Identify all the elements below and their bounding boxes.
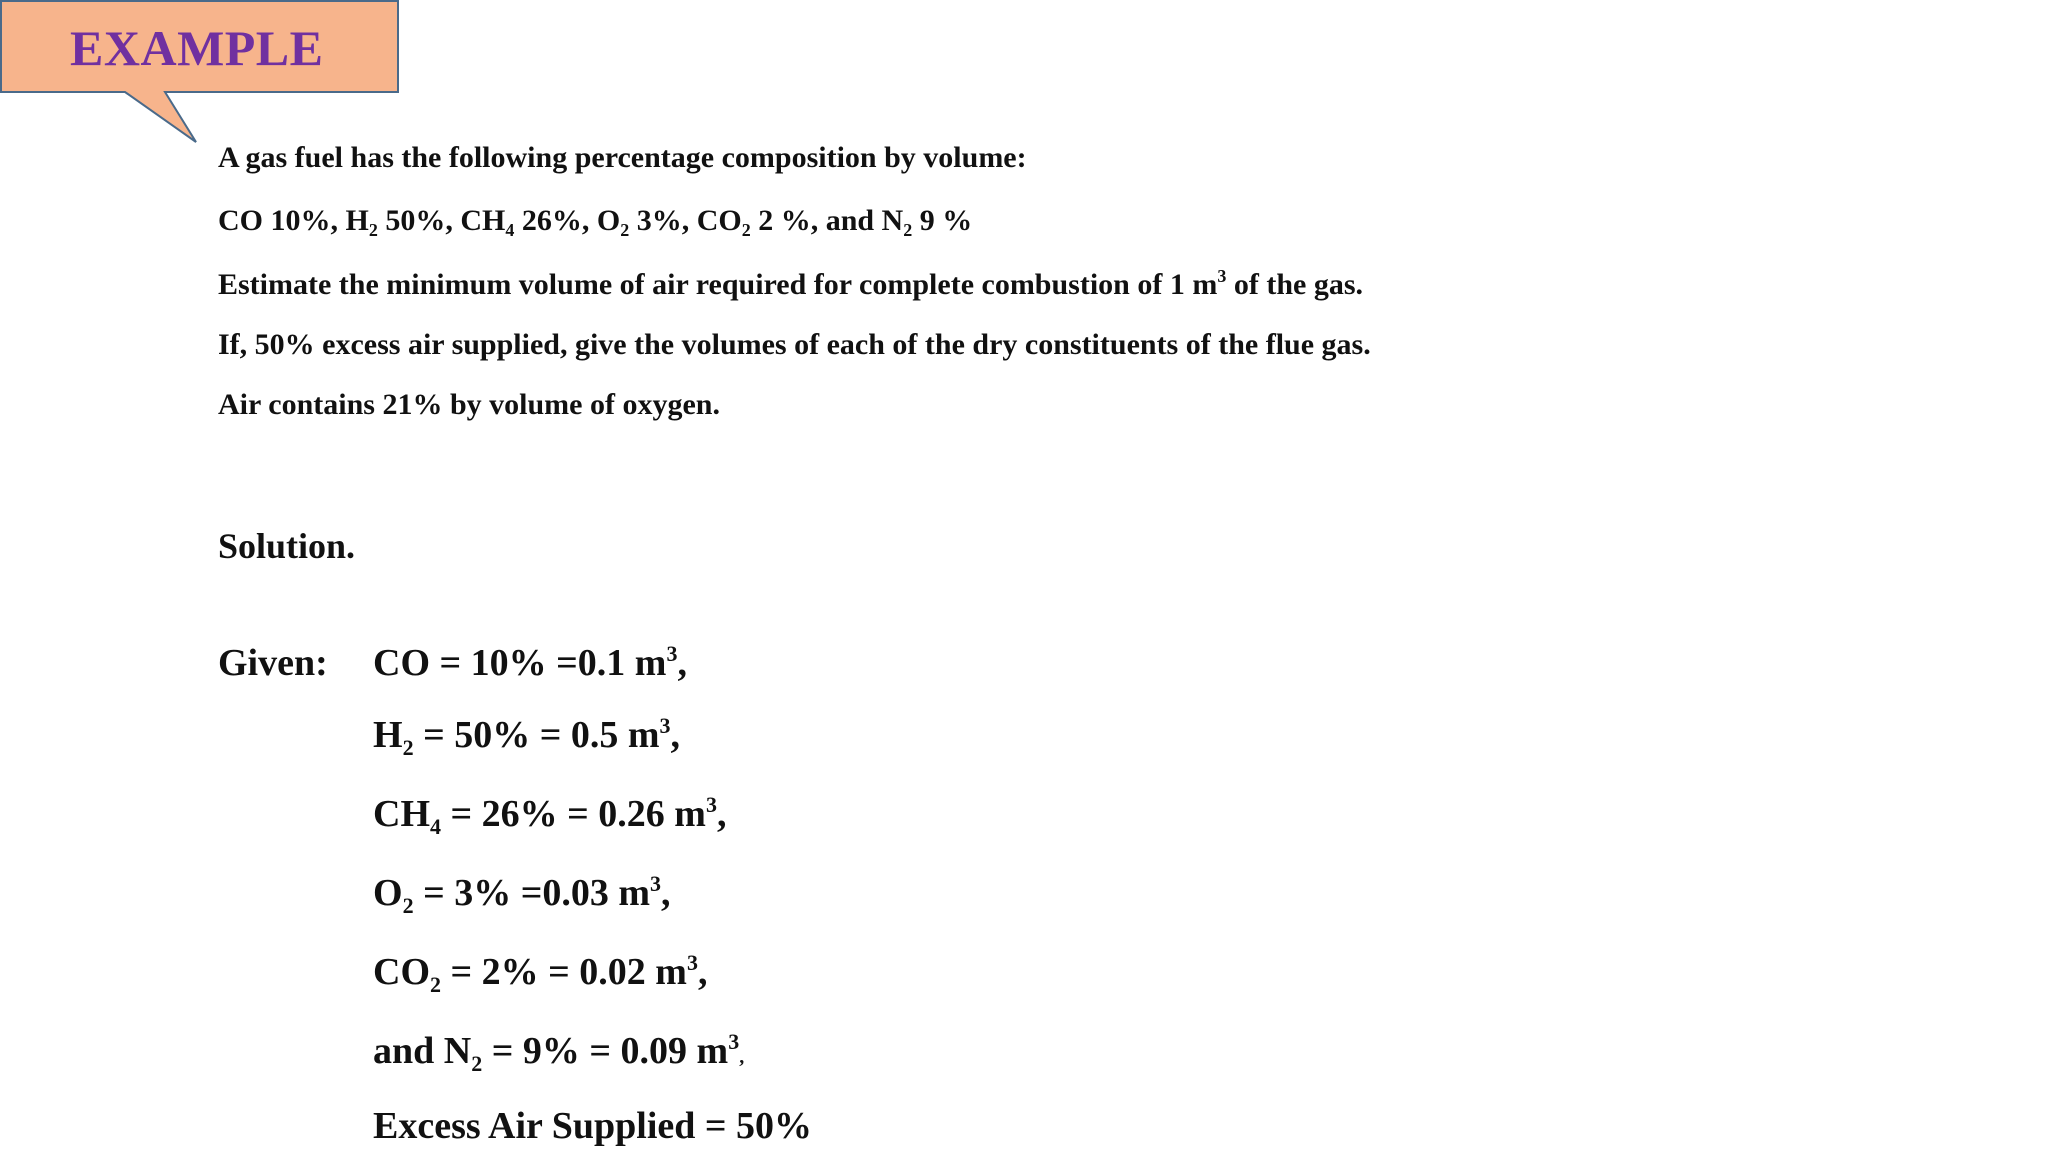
given-item-value: = 50% = 0.5 m <box>413 714 660 756</box>
given-item-text: CH <box>373 793 430 835</box>
given-item-subscript: 2 <box>402 735 414 760</box>
problem-line-2: CO 10%, $H_2$ 50%, $CH_4$ 26%, $O_2$ 3%, $CO_2$ 2 %, and $N_2$ 9 % <box>218 204 973 240</box>
problem-line-5: Air contains 21% by volume of oxygen. <box>218 388 720 421</box>
callout-label: EXAMPLE <box>70 20 324 76</box>
given-item-superscript: 3 <box>705 792 717 817</box>
given-item-superscript: 3 <box>686 950 698 975</box>
given-item-superscript: 3 <box>666 641 678 666</box>
given-item <box>373 870 671 916</box>
given-item-punct: , <box>661 872 671 914</box>
given-item-punct: , <box>670 714 681 756</box>
given-item-text: Excess Air Supplied = 50% <box>373 1105 813 1147</box>
given-item-punct: , <box>716 793 727 835</box>
given-item-value: = 3% =0.03 m <box>413 872 651 914</box>
given-item-punct: , <box>739 1046 745 1068</box>
given-item-superscript: 3 <box>659 713 671 738</box>
given-label: Given: <box>218 642 328 684</box>
given-item-text: CO <box>373 951 430 993</box>
given-item-value: = 2% = 0.02 m <box>441 951 687 993</box>
given-item-punct: , <box>677 642 687 684</box>
given-item-subscript: 2 <box>471 1051 483 1076</box>
given-item <box>373 791 726 837</box>
given-item-value: = 9% = 0.09 m <box>482 1030 729 1072</box>
given-item-text: CO = 10% =0.1 m <box>373 642 667 684</box>
given-item <box>373 1028 744 1080</box>
given-item-subscript: 4 <box>430 814 441 839</box>
problem-line-1: A gas fuel has the following percentage composition by volume: <box>218 141 1027 174</box>
given-item-text: and N <box>373 1030 472 1072</box>
given-item <box>373 712 680 758</box>
given-item <box>373 1103 812 1149</box>
example-callout <box>0 0 400 145</box>
problem-line-4: If, 50% excess air supplied, give the volumes of each of the dry constituents of the flue gas. <box>218 328 1371 361</box>
given-item <box>373 949 707 995</box>
given-item-text: H <box>373 714 403 756</box>
given-item-subscript: 2 <box>402 893 414 918</box>
solution-heading: Solution. <box>218 526 356 566</box>
given-item-punct: , <box>697 951 708 993</box>
given-item-value: = 26% = 0.26 m <box>441 793 706 835</box>
problem-line-3: Estimate the minimum volume of air required for complete combustion of 1 $m^3$ of the gas. <box>218 266 1364 301</box>
given-item-superscript: 3 <box>650 871 662 896</box>
given-item-superscript: 3 <box>728 1029 740 1054</box>
given-item-subscript: 2 <box>430 972 441 997</box>
given-item-text: O <box>373 872 403 914</box>
given-item <box>373 640 687 686</box>
